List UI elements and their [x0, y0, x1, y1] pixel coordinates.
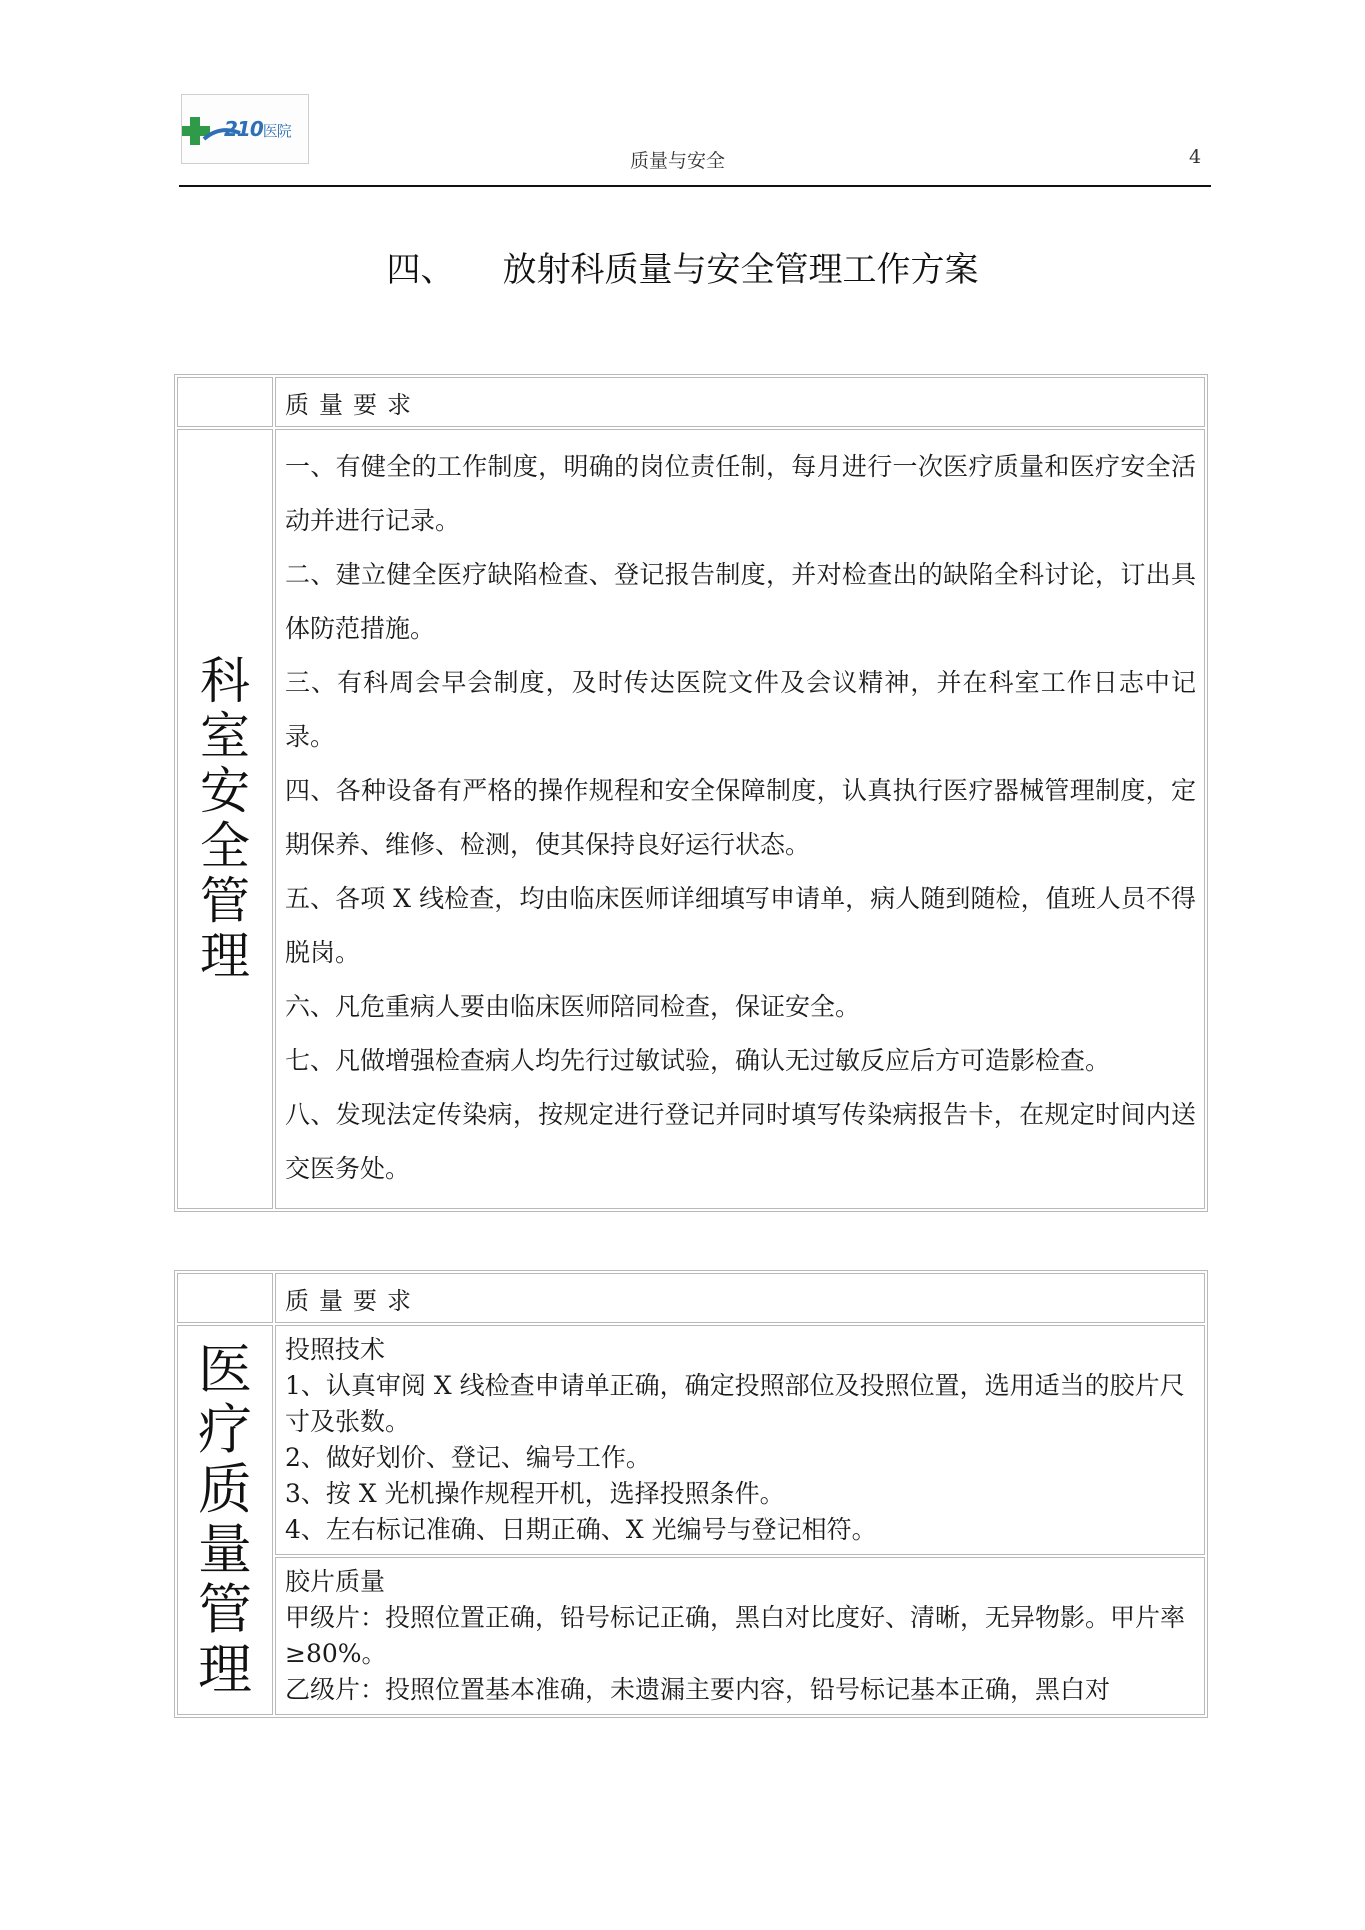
column-header: 质量要求 — [275, 1273, 1205, 1323]
column-header: 质量要求 — [275, 377, 1205, 427]
list-item: 3、按 X 光机操作规程开机，选择投照条件。 — [285, 1479, 785, 1508]
section-title: 投照技术 — [285, 1335, 386, 1364]
list-item: 甲级片：投照位置正确，铅号标记正确，黑白对比度好、清晰，无异物影。甲片率≥80%。 — [285, 1603, 1186, 1668]
heading-title: 放射科质量与安全管理工作方案 — [502, 250, 979, 290]
list-item: 二、建立健全医疗缺陷检查、登记报告制度，并对检查出的缺陷全科讨论，订出具体防范措施。 — [285, 560, 1196, 643]
header-divider — [179, 185, 1211, 187]
hospital-logo — [181, 94, 309, 164]
row-label-cell — [177, 429, 273, 1209]
row-label: 科室安全管理 — [200, 652, 250, 985]
heading-number: 四、 — [386, 250, 455, 290]
row-label: 医疗质量管理 — [198, 1338, 252, 1701]
list-item: 八、发现法定传染病，按规定进行登记并同时填写传染病报告卡，在规定时间内送交医务处。 — [285, 1100, 1196, 1183]
safety-management-table — [174, 374, 1208, 1212]
list-item: 一、有健全的工作制度，明确的岗位责任制，每月进行一次医疗质量和医疗安全活动并进行记录。 — [285, 452, 1196, 535]
list-item: 四、各种设备有严格的操作规程和安全保障制度，认真执行医疗器械管理制度，定期保养、维修、检测，使其保持良好运行状态。 — [285, 776, 1196, 859]
technique-cell — [275, 1325, 1205, 1555]
list-item: 六、凡危重病人要由临床医师陪同检查，保证安全。 — [285, 992, 861, 1021]
logo-text: 210医院 — [224, 117, 291, 141]
section-title: 胶片质量 — [285, 1567, 386, 1596]
list-item: 五、各项 X 线检查，均由临床医师详细填写申请单，病人随到随检，值班人员不得脱岗。 — [285, 884, 1196, 967]
list-item: 4、左右标记准确、日期正确、X 光编号与登记相符。 — [285, 1515, 877, 1544]
running-title: 质量与安全 — [630, 150, 726, 172]
list-item: 三、有科周会早会制度，及时传达医院文件及会议精神，并在科室工作日志中记录。 — [285, 668, 1196, 751]
row-label-cell — [177, 1325, 273, 1715]
list-item: 1、认真审阅 X 线检查申请单正确，确定投照部位及投照位置，选用适当的胶片尺寸及张数。 — [285, 1371, 1185, 1436]
quality-management-table — [174, 1270, 1208, 1718]
requirements-cell — [275, 429, 1205, 1209]
table-corner-cell — [177, 377, 273, 427]
table-corner-cell — [177, 1273, 273, 1323]
page-number: 4 — [1189, 146, 1202, 168]
section-heading — [0, 242, 1365, 291]
list-item: 2、做好划价、登记、编号工作。 — [285, 1443, 651, 1472]
film-quality-cell — [275, 1557, 1205, 1715]
list-item: 乙级片：投照位置基本准确，未遗漏主要内容，铅号标记基本正确，黑白对 — [285, 1675, 1111, 1704]
list-item: 七、凡做增强检查病人均先行过敏试验，确认无过敏反应后方可造影检查。 — [285, 1046, 1111, 1075]
